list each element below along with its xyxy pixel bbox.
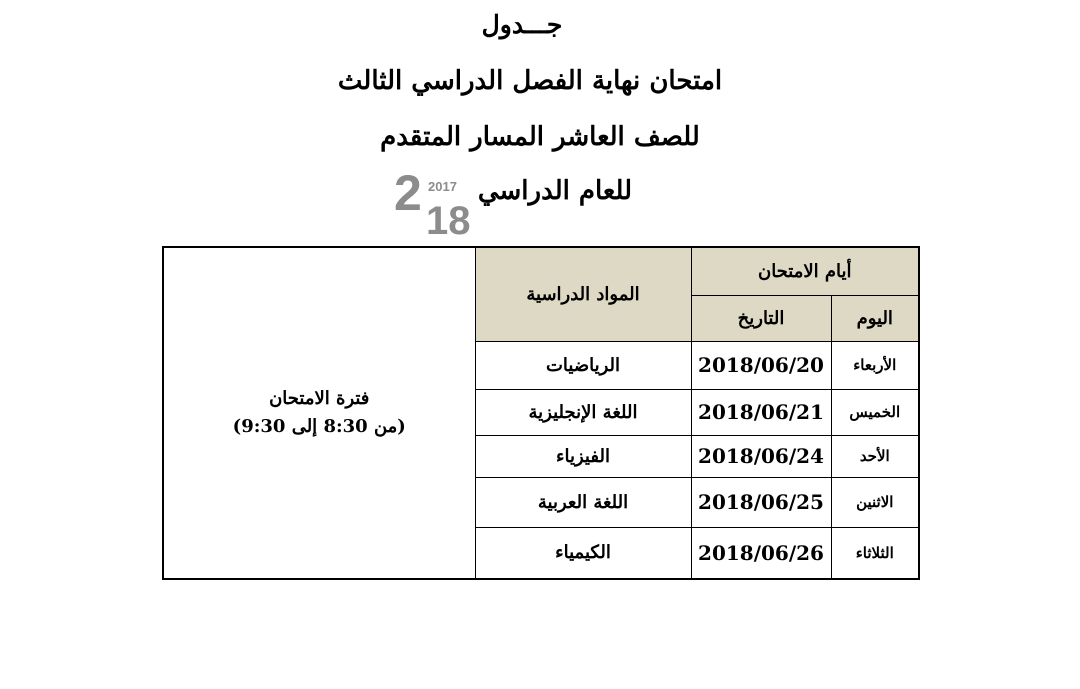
year-2017-2018-logo (394, 166, 474, 238)
grade-line: للصف العاشر المسار المتقدم (380, 122, 700, 152)
exam-subtitle: امتحان نهاية الفصل الدراسي الثالث (337, 66, 723, 96)
date-cell: 2018/06/26 (691, 527, 831, 579)
document-title: جـــدول (481, 10, 563, 39)
date-cell: 2018/06/25 (691, 477, 831, 527)
day-cell: الأحد (831, 435, 919, 477)
subject-cell: الكيمياء (475, 527, 691, 579)
academic-year-label: للعام الدراسي (477, 176, 632, 206)
subject-cell: الرياضيات (475, 341, 691, 389)
subject-cell: اللغة العربية (475, 477, 691, 527)
day-cell: الثلاثاء (831, 527, 919, 579)
date-cell: 2018/06/21 (691, 389, 831, 435)
subject-cell: اللغة الإنجليزية (475, 389, 691, 435)
day-cell: الاثنين (831, 477, 919, 527)
exam-period-cell (163, 247, 475, 579)
logo-year-18: 18 (426, 199, 471, 238)
header-day: اليوم (831, 295, 919, 341)
day-cell: الأربعاء (831, 341, 919, 389)
exam-period-time: (من 8:30 إلى 9:30) (232, 416, 406, 437)
logo-year-2017: 2017 (428, 179, 457, 194)
subject-cell: الفيزياء (475, 435, 691, 477)
exam-period-label: فترة الامتحان (269, 388, 370, 409)
logo-digit-2: 2 (394, 166, 422, 221)
header-date: التاريخ (691, 295, 831, 341)
header-exam-days: أيام الامتحان (691, 247, 919, 295)
date-cell: 2018/06/24 (691, 435, 831, 477)
date-cell: 2018/06/20 (691, 341, 831, 389)
day-cell: الخميس (831, 389, 919, 435)
exam-schedule-table (162, 246, 920, 580)
header-subjects: المواد الدراسية (475, 247, 691, 341)
